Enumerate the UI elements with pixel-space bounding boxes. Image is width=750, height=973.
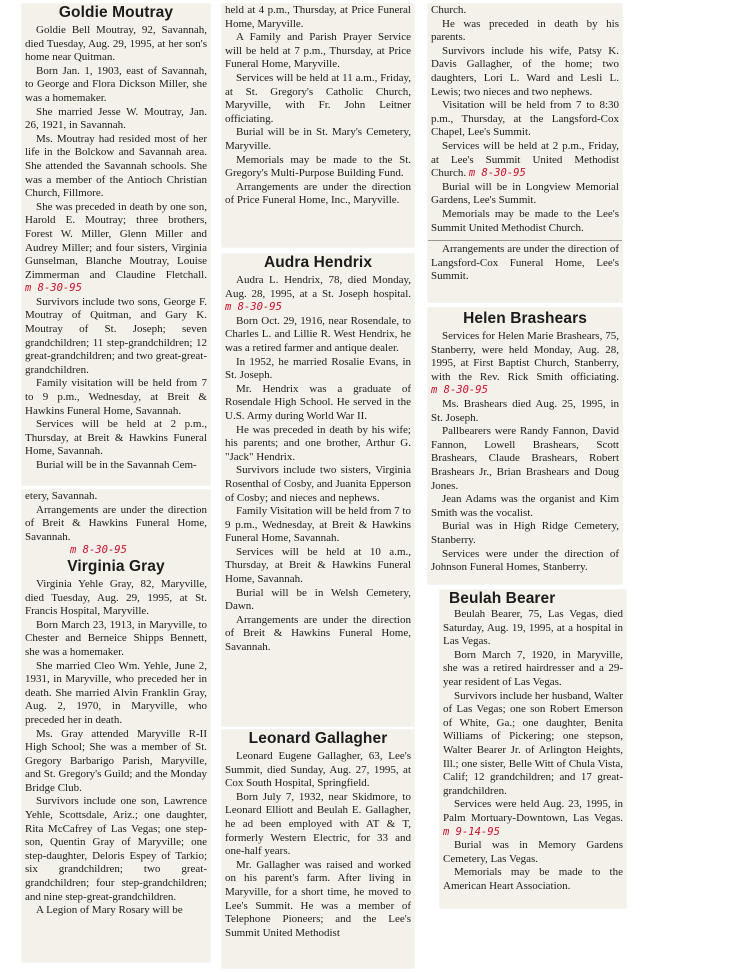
obituary-paragraph: held at 4 p.m., Thursday, at Price Funeral Home, Maryville. <box>225 4 411 30</box>
obituary-paragraph: Memorials may be made to the St. Gregory's Multi-Purpose Building Fund. <box>225 153 411 180</box>
obituary-paragraph: Mr. Gallagher was raised and worked on his parent's farm. After living in Maryville, for a short time, he moved to Lee's Summit. He was a member of Telephone Pioneers; and the Lee's Summit United Methodist <box>225 858 411 939</box>
handwritten-date-note: m 8-30-95 <box>468 167 526 180</box>
obituary-paragraph: Survivors include his wife, Patsy K. Davis Gallagher, of the home; two daughters, Lori L. Ward and Lesli L. Lewis; two nieces and two nephews. <box>431 44 619 98</box>
handwritten-date-note: m 8-30-95 <box>431 384 488 397</box>
obituary-paragraph: She married Cleo Wm. Yehle, June 2, 1931, in Maryville, who preceded her in death. She married Alvin Franklin Gray, Aug. 2, 1970, in Maryville, who preceded her in death. <box>25 659 207 726</box>
obituary-audra-hendrix <box>222 254 414 726</box>
obituary-paragraph: Leonard Eugene Gallagher, 63, Lee's Summit, died Sunday, Aug. 27, 1995, at Cox South Hospital, Springfield. <box>225 750 411 790</box>
obituary-paragraph <box>431 330 619 398</box>
obituary-paragraph: Memorials may be made to the Lee's Summit United Methodist Church. <box>431 207 619 234</box>
obituary-helen-brashears <box>428 308 622 584</box>
obituary-paragraph: A Family and Parish Prayer Service will be held at 7 p.m., Thursday, at Price Funeral Home, Maryville. <box>225 31 411 71</box>
obituary-text: Audra L. Hendrix, 78, died Monday, Aug. 28, 1995, at a St. Joseph hospital. <box>225 274 411 300</box>
obituary-paragraph: Born July 7, 1932, near Skidmore, to Leonard Elliott and Beulah E. Gallagher, he ad been employed with AT & T, formerly Western Electric, for 33 and one-half years. <box>225 790 411 858</box>
obituary-paragraph: Burial will be in Longview Memorial Gardens, Lee's Summit. <box>431 180 619 207</box>
obituary-virginia-gray <box>22 490 210 962</box>
obituary-paragraph: In 1952, he married Rosalie Evans, in St. Joseph. <box>225 355 411 382</box>
obituary-paragraph: Services will be held at 11 a.m., Friday, at St. Gregory's Catholic Church, Maryville, with Fr. John Leitner officiating. <box>225 71 411 125</box>
obituary-paragraph: Born Oct. 29, 1916, near Rosendale, to Charles L. and Lillie R. West Hendrix, he was a retired farmer and antique dealer. <box>225 314 411 354</box>
obituary-paragraph: Mr. Hendrix was a graduate of Rosendale High School. He served in the U.S. Army during World War II. <box>225 382 411 422</box>
obituary-paragraph: He was preceded in death by his parents. <box>431 17 619 44</box>
obituary-paragraph: Beulah Bearer, 75, Las Vegas, died Saturday, Aug. 19, 1995, at a hospital in Las Vegas. <box>443 608 623 648</box>
handwritten-date-note: m 8-30-95 <box>25 282 82 295</box>
obituary-paragraph: Pallbearers were Randy Fannon, David Fannon, Lowell Brashears, Scott Brashears, Claude Brashears, Robert Brashears Jr., Brian Brashears and Doug Jones. <box>431 425 619 492</box>
obituary-paragraph: She married Jesse W. Moutray, Jan. 26, 1921, in Savannah. <box>25 105 207 132</box>
obituary-paragraph: Survivors include two sisters, Virginia Rosenthal of Cosby, and Juanita Epperson of Cosby; and nieces and nephews. <box>225 464 411 504</box>
obituary-paragraph: Jean Adams was the organist and Kim Smith was the vocalist. <box>431 493 619 519</box>
obituary-paragraph: Virginia Yehle Gray, 82, Maryville, died Tuesday, Aug. 29, 1995, at St. Francis Hospital, Maryville. <box>25 577 207 618</box>
obituary-goldie-moutray <box>22 4 210 485</box>
obituary-paragraph: A Legion of Mary Rosary will be <box>36 904 183 917</box>
obituary-virginia-gray-continued <box>222 4 414 247</box>
obituary-paragraph: Memorials may be made to the American Heart Association. <box>443 866 623 892</box>
obituary-leonard-gallagher-continued <box>428 4 622 302</box>
obituary-beulah-bearer <box>440 590 626 908</box>
obituary-paragraph: Born March 23, 1913, in Maryville, to Chester and Berneice Shipps Bennett, she was a homemaker. <box>25 618 207 658</box>
obituary-paragraph: Survivors include her husband, Walter of Las Vegas; one son Robert Emerson of White, Ga.; one daughter, Benita Williams of Pickering; one stepson, Walter Bearer Jr. of Arlington Heights, Ill.; one sister, Belle Witt of Chula Vista, Calif; 12 grandchildren; and 17 great-grandchildren. <box>443 689 623 797</box>
obituary-name: Helen Brashears <box>463 310 587 327</box>
obituary-paragraph: etery, Savannah. <box>25 490 98 502</box>
obituary-paragraph: Burial will be in Welsh Cemetery, Dawn. <box>225 586 411 613</box>
obituary-paragraph: Born March 7, 1920, in Maryville, she was a retired hairdresser and a 29-year resident of Las Vegas. <box>443 648 623 688</box>
obituary-paragraph <box>431 140 619 181</box>
obituary-paragraph <box>225 274 411 315</box>
obituary-name: Leonard Gallagher <box>248 730 388 747</box>
obituary-paragraph: Family visitation will be held from 7 to 9 p.m., Wednesday, at Breit & Hawkins Funeral Home, Savannah. <box>25 377 207 417</box>
obituary-paragraph: Services were under the direction of Johnson Funeral Homes, Stanberry. <box>431 547 619 574</box>
obituary-name: Beulah Bearer <box>449 590 556 607</box>
obituary-text: She was preceded in death by one son, Harold E. Moutray; three brothers, Forest W. Miller, Glenn Miller and Audrey Miller; and four sisters, Virginia Gunselman, Blanche Moutray, Louise Zimmerman and Claudine Fletchall. <box>25 200 207 281</box>
obituary-paragraph: Arrangements are under the direction of Price Funeral Home, Inc., Maryville. <box>225 180 411 207</box>
handwritten-date-note: m 9-14-95 <box>443 825 500 838</box>
handwritten-date-note <box>25 544 207 558</box>
obituary-paragraph: Burial will be in the Savannah Cem- <box>36 459 197 471</box>
handwritten-date-note: m 8-30-95 <box>225 301 282 314</box>
obituary-paragraph: He was preceded in death by his wife; his parents; and one brother, Arthur G. "Jack" Hendrix. <box>225 423 411 463</box>
obituary-paragraph: Ms. Moutray had resided most of her life in the Bolckow and Savannah area. She attended the Savannah schools. She was a member of the Antioch Christian Church, Fillmore. <box>25 132 207 200</box>
obituary-paragraph: Arrangements are under the direction of Breit & Hawkins Funeral Home, Savannah. <box>225 613 411 654</box>
handwritten-date-text: m 8-30-95 <box>70 544 127 557</box>
obituary-name: Goldie Moutray <box>58 4 174 21</box>
obituary-paragraph: Visitation will be held from 7 to 8:30 p.m., Thursday, at the Langsford-Cox Chapel, Lee's Summit. <box>431 99 619 139</box>
obituary-leonard-gallagher <box>222 730 414 968</box>
obituary-paragraph: Church. <box>431 4 467 16</box>
obituary-paragraph: Burial was in High Ridge Cemetery, Stanberry. <box>431 520 619 546</box>
obituary-paragraph: Services will be held at 10 a.m., Thursday, at Breit & Hawkins Funeral Home, Savannah. <box>225 545 411 586</box>
obituary-paragraph: Goldie Bell Moutray, 92, Savannah, died Tuesday, Aug. 29, 1995, at her son's home near Quitman. <box>25 24 207 64</box>
obituary-paragraph: Ms. Gray attended Maryville R-II High School; She was a member of St. Gregory Barbarigo Parish, Maryville, and St. Gregory's Guild; and the Monday Bridge Club. <box>25 727 207 794</box>
obituary-paragraph: Survivors include one son, Lawrence Yehle, Scottsdale, Ariz.; one daughter, Rita McCafrey of Las Vegas; one step-son, Quentin Gray of Maryville; one step-daughter, Deloris Espey of Tarkio; six grandchildren; two great-grandchildren; four step-grandchildren; and nine step-great-grandchildren. <box>25 795 207 903</box>
obituary-name: Virginia Gray <box>67 557 165 575</box>
obituary-paragraph: Family Visitation will be held from 7 to 9 p.m., Wednesday, at Breit & Hawkins Funeral Home, Savannah. <box>225 505 411 545</box>
obituary-paragraph: Services will be held at 2 p.m., Thursday, at Breit & Hawkins Funeral Home, Savannah. <box>25 418 207 458</box>
obituary-text: Services will be held at 2 p.m., Friday, at Lee's Summit United Methodist Church. <box>431 139 619 180</box>
obituary-paragraph: Born Jan. 1, 1903, east of Savannah, to George and Flora Dickson Miller, she was a homemaker. <box>25 64 207 104</box>
obituary-text: Services were held Aug. 23, 1995, in Palm Mortuary-Downtown, Las Vegas. <box>443 798 623 824</box>
obituary-paragraph: Arrangements are under the direction of Breit & Hawkins Funeral Home, Savannah. <box>25 503 207 543</box>
obituary-paragraph: Arrangements are under the direction of Langsford-Cox Funeral Home, Lee's Summit. <box>431 243 619 283</box>
obituary-paragraph: Burial will be in St. Mary's Cemetery, Maryville. <box>225 126 411 152</box>
obituary-paragraph <box>443 798 623 839</box>
obituary-paragraph: Ms. Brashears died Aug. 25, 1995, in St. Joseph. <box>431 397 619 424</box>
obituary-paragraph: Burial was in Memory Gardens Cemetery, Las Vegas. <box>443 839 623 865</box>
obituary-text: Services for Helen Marie Brashears, 75, Stanberry, were held Monday, Aug. 28, 1995, at First Baptist Church, Stanberry, with the Rev. Rick Smith officiating. <box>431 330 619 383</box>
obituary-paragraph: Survivors include two sons, George F. Moutray of Quitman, and Gary K. Moutray of St. Joseph; seven grandchildren; 11 step-grandchildren; 12 great-grandchildren; and two great-great-grandchildren. <box>25 295 207 376</box>
obituary-name: Audra Hendrix <box>263 254 373 271</box>
obituary-paragraph <box>25 201 207 296</box>
